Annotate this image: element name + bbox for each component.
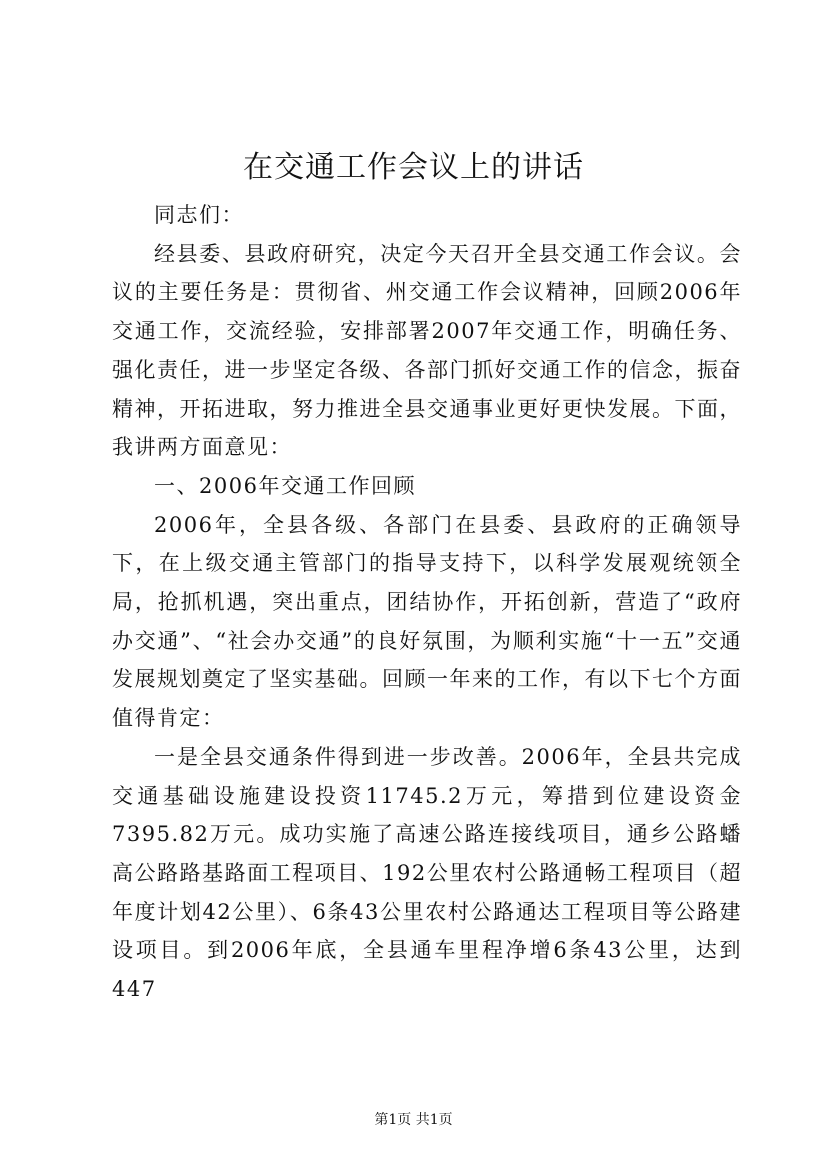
document-body bbox=[112, 196, 742, 1009]
salutation-paragraph: 同志们： bbox=[154, 203, 244, 227]
section-heading: 一、2006年交通工作回顾 bbox=[154, 473, 416, 498]
document-title: 在交通工作会议上的讲话 bbox=[243, 150, 584, 185]
page-number-footer: 第1页 共1页 bbox=[374, 1112, 453, 1128]
review-paragraph: 2006年，全县各级、各部门在县委、县政府的正确领导下，在上级交通主管部门的指导支持下，以科学发展观统领全局，抢抓机遇，突出重点，团结协作，开拓创新，营造了“政府办交通”、“社会办交通”的良好氛围，为顺利实施“十一五”交通发展规划奠定了坚实基础。回顾一年来的工作，有以下七个方面值得肯定： bbox=[112, 512, 742, 731]
point-one-paragraph: 一是全县交通条件得到进一步改善。2006年，全县共完成交通基础设施建设投资11745.2万元，筹措到位建设资金7395.82万元。成功实施了高速公路连接线项目，通乡公路蟠高公路路基路面工程项目、192公里农村公路通畅工程项目（超年度计划42公里）、6条43公里农村公路通达工程项目等公路建设项目。到2006年底，全县通车里程净增6条43公里，达到447 bbox=[112, 744, 742, 1002]
intro-paragraph: 经县委、县政府研究，决定今天召开全县交通工作会议。会议的主要任务是：贯彻省、州交通工作会议精神，回顾2006年交通工作，交流经验，安排部署2007年交通工作，明确任务、强化责任，进一步坚定各级、各部门抓好交通工作的信念，振奋精神，开拓进取，努力推进全县交通事业更好更快发展。下面，我讲两方面意见： bbox=[112, 241, 742, 460]
